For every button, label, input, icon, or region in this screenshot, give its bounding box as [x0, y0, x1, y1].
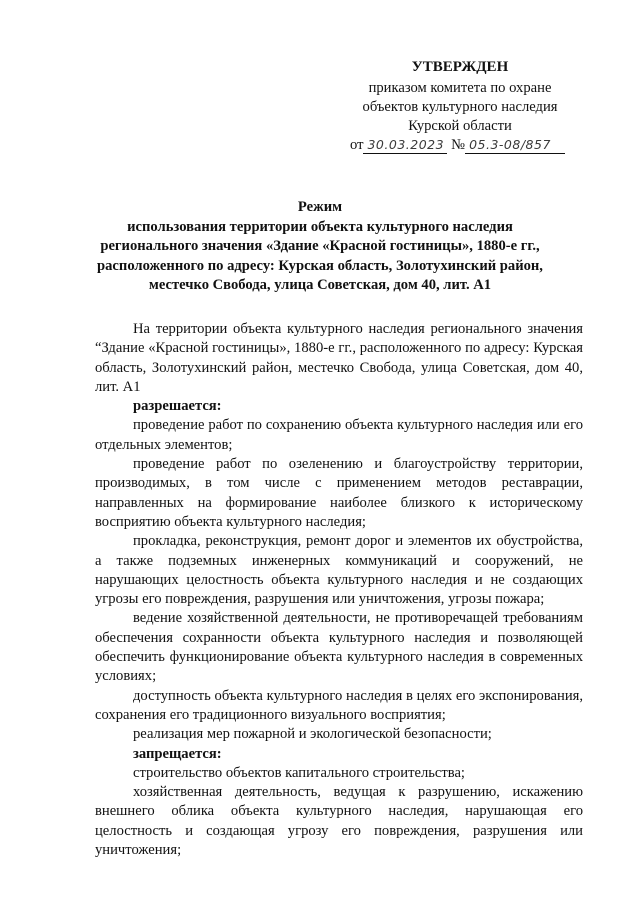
title-line-2: использования территории объекта культурного наследия — [127, 218, 513, 235]
title-line-4: расположенного по адресу: Курская область, Золотухинский район, — [97, 257, 543, 274]
handwritten-date: 30.03.2023 — [363, 137, 447, 154]
forbidden-item: строительство объектов капитального строительства; — [133, 764, 465, 781]
allowed-item: прокладка, реконструкция, ремонт дорог и элементов их обустройства, а также подземных инженерных коммуникаций и сооружений, не нарушающих целостность объекта культурного наследия и не создающих угрозы его повреждения, разрушения или уничтожения, угрозы пожара; — [95, 533, 583, 608]
title-line-1: Режим — [297, 199, 343, 215]
handwritten-number: 05.3-08/857 — [465, 137, 565, 154]
number-label: № — [451, 137, 466, 153]
allowed-item: реализация мер пожарной и экологической безопасности; — [133, 726, 492, 743]
allowed-item: проведение работ по сохранению объекта культурного наследия или его отдельных элементов; — [95, 417, 583, 453]
title-line-3: регионального значения «Здание «Красной гостиницы», 1880-е гг., — [100, 238, 540, 254]
approval-date-number-line — [330, 136, 590, 155]
approval-line-2: объектов культурного наследия — [362, 99, 558, 115]
approval-heading: УТВЕРЖДЕН — [411, 59, 509, 75]
allowed-heading: разрешается: — [133, 398, 222, 415]
document-body — [95, 320, 583, 860]
forbidden-item: хозяйственная деятельность, ведущая к разрушению, искажению внешнего облика объекта культурного наследия, нарушающая его целостность и создающая угрозу его повреждения, разрушения или уничтожения; — [95, 784, 583, 859]
approval-line-1: приказом комитета по охране — [368, 80, 552, 96]
document-title — [92, 198, 548, 296]
allowed-item: доступность объекта культурного наследия в целях его экспонирования, сохранения его традиционного визуального восприятия; — [95, 687, 583, 723]
approval-stamp — [330, 58, 590, 155]
approval-line-3: Курской области — [408, 118, 512, 134]
allowed-item: проведение работ по озеленению и благоустройству территории, производимых, в том числе с применением методов реставрации, направленных на формирование наиболее близкого к историческому восприятию объекта культурного наследия; — [95, 456, 583, 530]
title-line-5: местечко Свобода, улица Советская, дом 40, лит. А1 — [148, 277, 492, 293]
from-label: от — [350, 137, 364, 153]
intro-paragraph: На территории объекта культурного наследия регионального значения “Здание «Красной гостиницы», 1880-е гг., расположенного по адресу: Курская область, Золотухинский район, местечко Свобода, улица Советская, дом 40, лит. А1 — [95, 321, 583, 395]
forbidden-heading: запрещается: — [133, 745, 222, 762]
allowed-item: ведение хозяйственной деятельности, не противоречащей требованиям обеспечения сохранности объекта культурного наследия и позволяющей обеспечить функционирование объекта культурного наследия в современных условиях; — [95, 610, 583, 685]
